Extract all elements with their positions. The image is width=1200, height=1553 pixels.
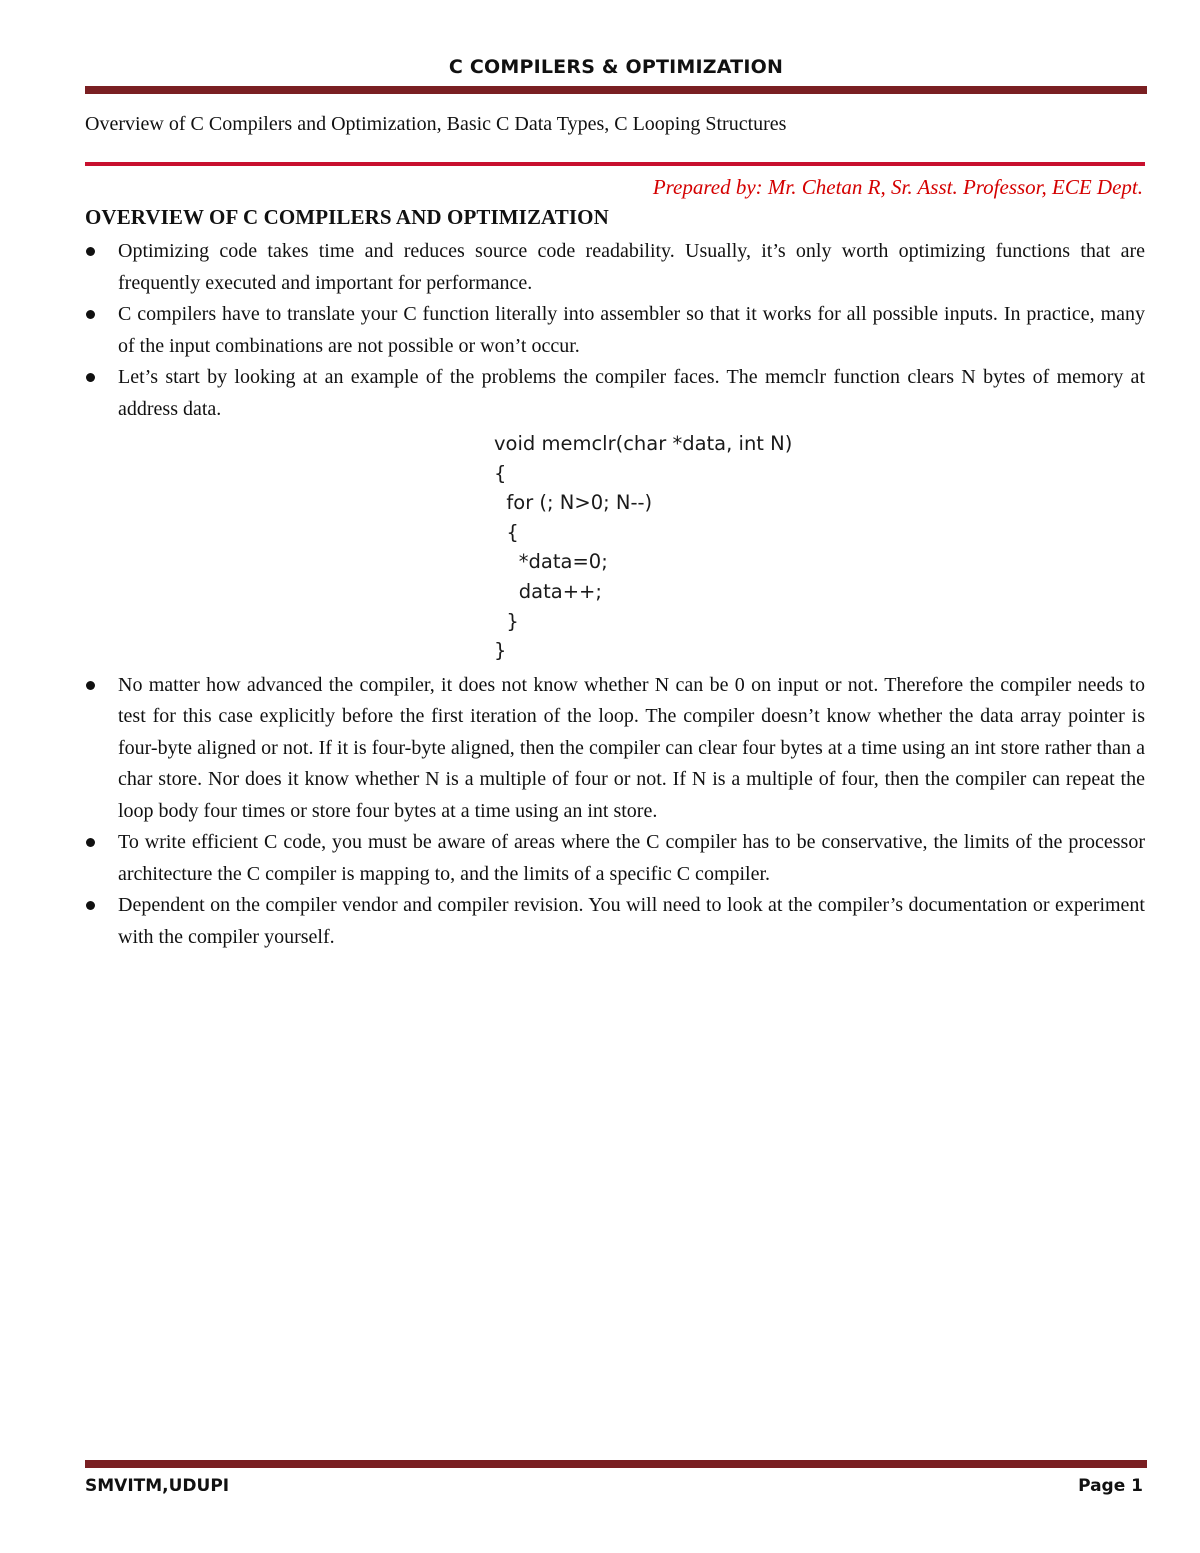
bullet-icon xyxy=(86,310,95,319)
section-heading: OVERVIEW OF C COMPILERS AND OPTIMIZATION xyxy=(85,205,609,229)
list-item xyxy=(85,362,1145,666)
footer-divider xyxy=(85,1460,1147,1468)
bullet-text: C compilers have to translate your C function literally into assembler so that it works for all possible inputs. In practice, many of the input combinations are not possible or won’t occur. xyxy=(118,303,1145,357)
bullet-text: Dependent on the compiler vendor and compiler revision. You will need to look at the compiler’s documentation or experiment with the compiler yourself. xyxy=(118,894,1145,948)
bullet-text: No matter how advanced the compiler, it does not know whether N can be 0 on input or not. Therefore the compiler needs to test for this case explicitly before the first iteration of the loop. The compiler doesn’t know whether the data array pointer is four-byte aligned or not. If it is four-byte aligned, then the compiler can clear four bytes at a time using an int store rather than a char store. Nor does it know whether N is a multiple of four or not. If N is a multiple of four, then the compiler can repeat the loop body four times or store four bytes at a time using an int store. xyxy=(118,673,1145,822)
bullet-list xyxy=(85,236,1145,953)
code-example: void memclr(char *data, int N) { for (; N>0; N--) { *data=0; data++; } } xyxy=(494,432,793,663)
list-item xyxy=(85,827,1145,890)
bullet-icon xyxy=(86,247,95,256)
document-subtitle: Overview of C Compilers and Optimization, Basic C Data Types, C Looping Structures xyxy=(85,113,787,135)
bullet-text: To write efficient C code, you must be aware of areas where the C compiler has to be conservative, the limits of the processor architecture the C compiler is mapping to, and the limits of a specific C compiler. xyxy=(118,831,1145,885)
prepared-by: Prepared by: Mr. Chetan R, Sr. Asst. Professor, ECE Dept. xyxy=(652,175,1143,199)
page-number: Page 1 xyxy=(1078,1476,1143,1496)
page-header-title: C COMPILERS & OPTIMIZATION xyxy=(448,56,784,78)
bullet-text: Optimizing code takes time and reduces source code readability. Usually, it’s only worth optimizing functions that are frequently executed and important for performance. xyxy=(118,240,1145,294)
list-item xyxy=(85,890,1145,953)
header-divider xyxy=(85,86,1147,94)
bullet-icon xyxy=(86,681,95,690)
list-item xyxy=(85,236,1145,299)
bullet-icon xyxy=(86,901,95,910)
list-item xyxy=(85,299,1145,362)
bullet-icon xyxy=(86,373,95,382)
bullet-icon xyxy=(86,838,95,847)
footer-institution: SMVITM,UDUPI xyxy=(85,1476,230,1496)
list-item xyxy=(85,670,1145,828)
bullet-text: Let’s start by looking at an example of the problems the compiler faces. The memclr function clears N bytes of memory at address data. xyxy=(118,366,1145,420)
subtitle-divider xyxy=(85,162,1145,166)
